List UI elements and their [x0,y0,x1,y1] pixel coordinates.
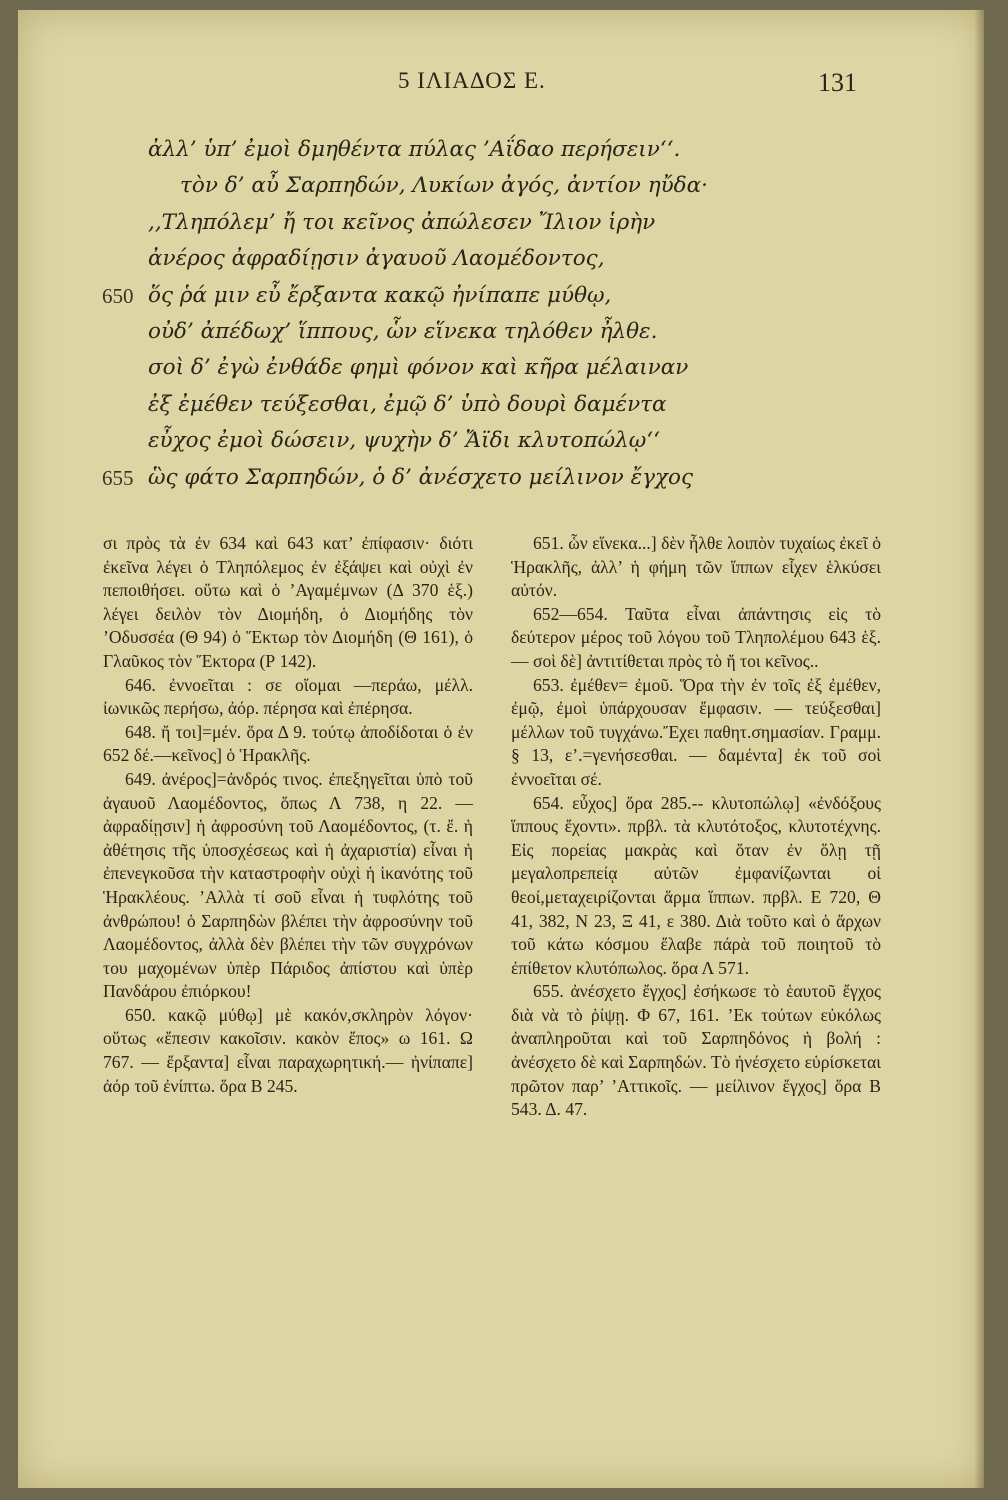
commentary-note: 649. ἀνέρος]=ἀνδρός τινος. ἐπεξηγεῖται ὑπὸ τοῦ ἀγαυοῦ Λαομέδοντος, ὅπως Λ 738, η 22. — ἀφραδίῃσιν] ἡ ἀφροσύνη τοῦ Λαομέδοντος, (τ. ἔ. ἡ ἀθέτησις τῆς ὑποσχέσεως καὶ ἡ ἀχαριστία) εἶναι ἡ ἐπενεγκοῦσα τὴν καταστροφὴν οὐχὶ ἡ ἱκανότης τοῦ Ἡρακλέους. ’Αλλὰ τί σοῦ εἶναι ἡ τυφλότης τοῦ ἀνθρώπου! ὁ Σαρπηδὼν βλέπει τὴν ἀφροσύνην τοῦ Λαομέδοντος, ἀλλὰ δὲν βλέπει τὴν τῶν συγχρόνων του μαχομένων ὑπὲρ Πάριδος ἀπίστου καὶ ὑπὲρ Πανδάρου ἐπιόρκου! [103,768,473,1002]
verse-line [102,460,908,496]
verse-text: ,,Τληπόλεμ’ ἤ τοι κεῖνος ἀπώλεσεν Ἴλιον ἱρὴν [148,209,656,235]
verse-text: εὖχος ἐμοὶ δώσειν, ψυχὴν δ’ Ἄϊδι κλυτοπώλῳ‘‘ [148,428,660,454]
verse-line [148,387,908,423]
verse-line-number: 655 [102,465,134,490]
commentary-right-column [511,532,881,1122]
verse-text: σοὶ δ’ ἐγὼ ἐνθάδε φημὶ φόνον καὶ κῆρα μέλαιναν [148,355,689,381]
commentary-note: 648. ἤ τοι]=μέν. ὅρα Δ 9. τούτῳ ἀποδίδοται ὁ ἐν 652 δέ.—κεῖνος] ὁ Ἡρακλῆς. [103,721,473,766]
commentary-note: 654. εὖχος] ὅρα 285.-- κλυτοπώλῳ] «ἐνδόξους ἵππους ἔχοντι». πρβλ. τὰ κλυτότοξος, κλυτοτέχνης. Εἰς πορείας μακρὰς καὶ ὅταν ἐν ὅλῃ τῇ μεγαλοπρεπείᾳ αὐτῶν ἐμφανίζωνται οἱ θεοί,μεταχειρίζονται ἅρμα ἵππων. πρβλ. Ε 720, Θ 41, 382, Ν 23, Ξ 41, ε 380. Διὰ τοῦτο καὶ ὁ ἄρχων τοῦ κάτω κόσμου ἔλαβε πάρὰ τοῦ ποιητοῦ τὸ ἐπίθετον κλυτόπωλος. ὅρα Λ 571. [511,792,881,978]
verse-text: ὅς ῥά μιν εὖ ἔρξαντα κακῷ ἠνίπαπε μύθῳ, [148,282,612,308]
verse-line [148,168,908,204]
page-number: 131 [818,68,857,97]
verse-line [148,241,908,277]
verse-line [148,314,908,350]
verse-text: ἐξ ἐμέθεν τεύξεσθαι, ἐμῷ δ’ ὑπὸ δουρὶ δαμέντα [148,391,667,417]
verse-line-number: 650 [102,283,134,308]
commentary-note: 650. κακῷ μύθῳ] μὲ κακόν,σκληρὸν λόγον· οὕτως «ἔπεσιν κακοῖσιν. κακὸν ἔπος» ω 161. Ω 767. — ἔρξαντα] εἶναι παραχωρητική.— ἠνίπαπε] ἀόρ τοῦ ἐνίπτω. ὅρα Β 245. [103,1004,473,1096]
verse-line [148,350,908,386]
verse-text: ὣς φάτο Σαρπηδών, ὁ δ’ ἀνέσχετο μείλινον ἔγχος [148,464,693,490]
verse-text: οὐδ’ ἀπέδωχ’ ἵππους, ὧν εἵνεκα τηλόθεν ἦλθε. [148,318,658,344]
book-page [18,10,984,1488]
verse-line [148,132,908,168]
commentary-note: 655. ἀνέσχετο ἔγχος] ἐσήκωσε τὸ ἑαυτοῦ ἔγχος διὰ νὰ τὸ ῥίψῃ. Φ 67, 161. ’Εκ τούτων εὐκόλως ἀναπληροῦται καὶ τοῦ Σαρπηδόνος ἡ βολή : ἀνέσχετο δὲ καὶ Σαρπηδών. Τὸ ἠνέσχετο εὑρίσκεται πρῶτον παρ’ ’Αττικοῖς. — μείλινον ἔγχος] ὅρα Β 543. Δ. 47. [511,981,881,1120]
verse-line [148,205,908,241]
commentary-note: 646. ἐννοεῖται : σε οἴομαι —περάω, μέλλ. ἰωνικῶς περήσω, ἀόρ. πέρησα καὶ ἐπέρησα. [103,674,473,719]
verse-block [102,132,908,496]
verse-text: τὸν δ’ αὖ Σαρπηδών, Λυκίων ἀγός, ἀντίον ηὔδα· [180,173,708,199]
verse-line [148,423,908,459]
commentary-note: 652—654. Ταῦτα εἶναι ἀπάντησις εἰς τὸ δεύτερον μέρος τοῦ λόγου τοῦ Τληπολέμου 643 ἑξ. — σοὶ δὲ] ἀντιτίθεται πρὸς τὸ ἤ τοι κεῖνος.. [511,603,881,671]
commentary-note: σι πρὸς τὰ ἐν 634 καὶ 643 κατ’ ἐπίφασιν· διότι ἐκεῖνα λέγει ὁ Τληπόλεμος ἐν ἐξάψει καὶ οὐχὶ ἐν πεποιθήσει. οὕτω καὶ ὁ ’Αγαμέμνων (Δ 370 ἑξ.) λέγει δειλὸν τὸν Διομήδη, ὁ Διομήδης τὸν ’Οδυσσέα (Θ 94) ὁ Ἕκτωρ τὸν Διομήδη (Θ 161), ὁ Γλαῦκος τὸν Ἕκτορα (Ρ 142). [103,533,473,671]
running-header [18,68,984,98]
commentary-note: 653. ἐμέθεν= ἐμοῦ. Ὅρα τὴν ἐν τοῖς ἐξ ἐμέθεν, ἐμῷ, ἐμοὶ ὑπάρχουσαν ἔμφασιν. — τεύξεσθαι] μέλλων τοῦ τυγχάνω.Ἔχει παθητ.σημασίαν. Γραμμ. § 13, ε’.=γενήσεσθαι. — δαμέντα] ἐκ τοῦ σοὶ ἐννοεῖται σέ. [511,674,881,789]
commentary [103,532,893,1392]
commentary-left-column [103,532,473,1098]
running-title: 5 ΙΛΙΑΔΟΣ Ε. [398,68,546,93]
commentary-note: 651. ὧν εἵνεκα...] δὲν ἦλθε λοιπὸν τυχαίως ἐκεῖ ὁ Ἡρακλῆς, ἀλλ’ ἡ φήμη τῶν ἵππων εἶχεν ἑλκύσει αὐτόν. [511,533,881,601]
verse-text: ἀνέρος ἀφραδίῃσιν ἀγαυοῦ Λαομέδοντος, [148,246,605,272]
verse-text: ἀλλ’ ὑπ’ ἐμοὶ δμηθέντα πύλας ’Αΐδαο περήσειν‘‘. [148,137,681,162]
verse-line [102,278,908,314]
